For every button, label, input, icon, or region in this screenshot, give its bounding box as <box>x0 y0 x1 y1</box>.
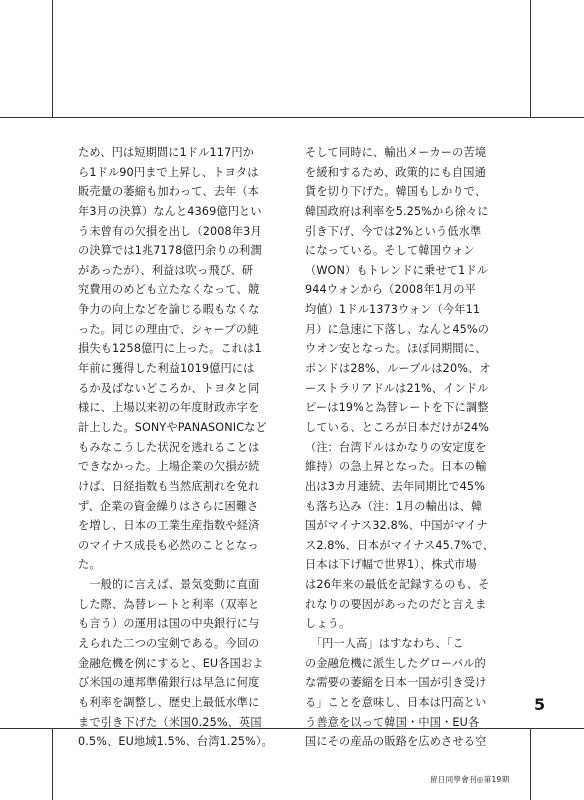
text-line: ス2.8%、日本がマイナス45.7%で、 <box>305 538 495 552</box>
text-line: 国にその産品の販路を広めさせる空 <box>305 735 487 749</box>
text-line: も利率を調整し、歴史上最低水準に <box>78 695 260 709</box>
text-line: 究費用のめども立たなくなって、競 <box>78 283 260 297</box>
text-line: を緩和するため、政策的にも自国通 <box>305 165 486 179</box>
text-line: 均値）1ドル1373ウォン（今年11 <box>305 303 481 317</box>
crop-mark-top-line <box>0 117 584 118</box>
text-line: （WON）もトレンドに乗せて1ドル <box>305 263 489 277</box>
text-line: もみなこうした状況を逃れることは <box>78 440 260 454</box>
text-line: う未曾有の欠損を出し（2008年3月 <box>78 224 262 238</box>
text-line: 損失も1258億円に上った。これは1 <box>78 342 262 356</box>
text-line: えられた二つの宝剣である。今回の <box>78 637 260 651</box>
footer-publication: 留日同學會刊◎第19期 <box>430 775 510 784</box>
text-line: 年前に獲得した利益1019億円には <box>78 362 255 376</box>
crop-mark-top-right <box>530 0 531 118</box>
text-line: の金融危機に派生したグローバル的 <box>305 656 486 670</box>
text-line: があったが）、利益は吹っ飛び、研 <box>78 263 254 277</box>
text-line: になっている。そして韓国ウォン <box>305 244 475 258</box>
text-line: 販売量の萎縮も加わって、去年（本 <box>78 185 260 199</box>
text-line: の決算では1兆7178億円余りの利潤 <box>78 244 262 258</box>
text-line: 貨を切り下げた。韓国もしかりで、 <box>305 185 487 199</box>
text-line: 一般的に言えば、景気変動に直面 <box>78 578 260 592</box>
text-line: （注：台湾ドルはかなりの安定度を <box>305 440 487 454</box>
text-line: 引き下げ、今では2%という低水準 <box>305 224 482 238</box>
text-line: は26年来の最低を記録するのも、そ <box>305 578 490 592</box>
text-line: う善意を以って韓国・中国・EU各 <box>305 715 480 729</box>
text-line: を増し、日本の工業生産指数や経済 <box>78 519 260 533</box>
page-number: 5 <box>534 695 546 714</box>
text-line: した際、為替レートと利率（双率と <box>78 597 260 611</box>
text-line: けば、日経指数も当然底割れを免れ <box>78 479 260 493</box>
text-line: している、ところが日本だけが24% <box>305 420 490 434</box>
text-line: できなかった。上場企業の欠損が続 <box>78 460 260 474</box>
text-line: ず、企業の資金繰りはさらに困難さ <box>78 499 259 513</box>
text-line: ピーは19%と為替レートを下に調整 <box>305 401 489 415</box>
text-line: るか及ばないどころか、トヨタと同 <box>78 381 260 395</box>
text-line: 「円一人高」はすなわち、「こ <box>305 637 464 651</box>
text-line: 出は3カ月連続、去年同期比で45% <box>305 479 485 493</box>
text-line: 争力の向上などを論じる暇もなくな <box>78 303 260 317</box>
text-line: 韓国政府は利率を5.25%から徐々に <box>305 204 489 218</box>
text-line: 0.5%、EU地域1.5%、台湾1.25%）。 <box>78 735 273 749</box>
text-line: ため、円は短期間に1ドル117円か <box>78 146 255 159</box>
text-line: た。 <box>78 558 101 572</box>
text-column-right <box>305 143 510 752</box>
text-line: 日本は下げ幅で世界1）、株式市場 <box>305 558 477 572</box>
text-line: ーストラリアドルは21%、インドル <box>305 381 489 395</box>
text-line: 国がマイナス32.8%、中国がマイナ <box>305 519 488 533</box>
text-line: しょう。 <box>305 617 351 631</box>
text-line: る」ことを意味し、日本は円高とい <box>305 695 487 709</box>
text-line: も落ち込み（注：1月の輸出は、韓 <box>305 499 483 513</box>
text-line: び米国の連邦準備銀行は早急に何度 <box>78 676 260 690</box>
text-line: まで引き下げた（米国0.25%、英国 <box>78 715 262 729</box>
text-line: 様に、上場以来初の年度財政赤字を <box>78 401 260 415</box>
text-line: 金融危機を例にすると、EU各国およ <box>78 656 264 670</box>
text-line: 年3月の決算）なんと4369億円とい <box>78 204 262 218</box>
text-line: ら1ドル90円まで上昇し、トヨタは <box>78 165 259 179</box>
text-line: った。同じの理由で、シャープの純 <box>78 322 259 336</box>
crop-mark-top-left <box>52 0 53 118</box>
text-line: も言う）の運用は国の中央銀行に与 <box>78 617 260 631</box>
text-line: な需要の萎縮を日本一国が引き受け <box>305 676 487 690</box>
crop-mark-bottom-left <box>52 728 53 800</box>
text-line: ウオン安となった。ほぼ同期間に、 <box>305 342 487 356</box>
text-line: 944ウォンから（2008年1月の平 <box>305 283 477 297</box>
text-line: ポンドは28%、ルーブルは20%、オ <box>305 362 491 376</box>
text-column-left <box>78 143 276 752</box>
text-line: のマイナス成長も必然のこととなっ <box>78 538 259 552</box>
text-line: そして同時に、輸出メーカーの苦境 <box>305 146 487 159</box>
text-line: れなりの要因があったのだと言えま <box>305 597 487 611</box>
text-line: 計上した。SONYやPANASONICなど <box>78 420 267 434</box>
text-line: 月）に急速に下落し、なんと45%の <box>305 322 490 336</box>
crop-mark-bottom-right <box>530 728 531 800</box>
text-line: 維持）の急上昇となった。日本の輸 <box>305 460 487 474</box>
